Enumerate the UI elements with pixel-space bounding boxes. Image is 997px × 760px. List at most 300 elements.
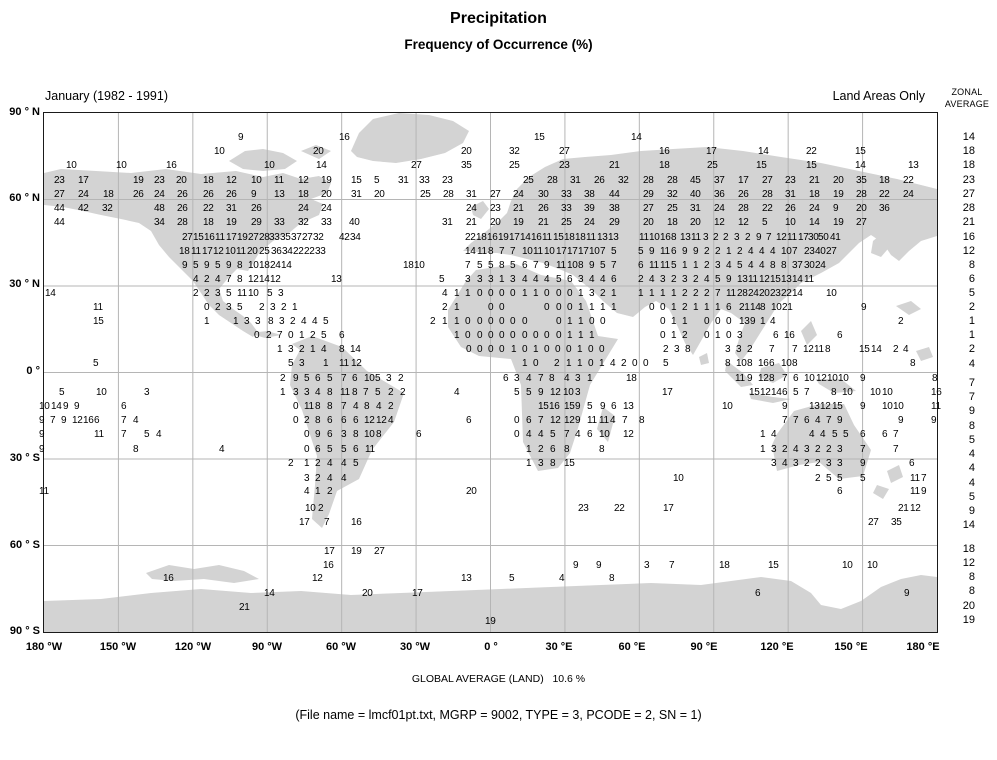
grid-value: 5 (514, 387, 520, 398)
grid-value: 0 (715, 316, 721, 327)
grid-value: 6 (416, 429, 422, 440)
grid-value: 22 (293, 246, 304, 257)
grid-value: 13 (809, 401, 820, 412)
grid-value: 26 (133, 189, 144, 200)
grid-value: 20 (690, 217, 701, 228)
grid-value: 12 (270, 274, 281, 285)
grid-value: 25 (420, 189, 431, 200)
grid-value: 28 (667, 175, 678, 186)
grid-value: 11 (477, 246, 487, 257)
grid-value: 5 (267, 288, 273, 299)
grid-value: 0 (649, 302, 655, 313)
landmass-new-zealand-south (873, 485, 889, 499)
grid-value: 4 (353, 401, 359, 412)
grid-value: 21 (739, 302, 750, 313)
grid-value: 14 (264, 588, 275, 599)
grid-value: 12 (312, 573, 323, 584)
grid-value: 3 (386, 373, 392, 384)
grid-value: 17 (798, 232, 809, 243)
grid-value: 9 (904, 588, 910, 599)
grid-value: 10 (842, 387, 853, 398)
grid-value: 7 (341, 373, 347, 384)
grid-value: 12 (550, 415, 561, 426)
grid-value: 2 (315, 458, 321, 469)
grid-value: 31 (690, 203, 701, 214)
grid-value: 4 (704, 274, 710, 285)
grid-value: 13 (461, 573, 472, 584)
grid-value: 18 (659, 160, 670, 171)
grid-value: 13 (608, 232, 619, 243)
grid-value: 11 (599, 415, 609, 426)
grid-value: 16 (784, 330, 795, 341)
grid-value: 4 (327, 473, 333, 484)
grid-value: 50 (818, 232, 829, 243)
grid-value: 10 (771, 302, 782, 313)
grid-value: 10 (785, 217, 796, 228)
grid-value: 12 (910, 503, 921, 514)
grid-value: 27 (248, 232, 259, 243)
grid-value: 2 (704, 246, 710, 257)
grid-value: 2 (266, 330, 272, 341)
grid-value: 34 (154, 217, 165, 228)
grid-value: 11 (556, 260, 566, 271)
grid-value: 5 (327, 373, 333, 384)
grid-value: 5 (737, 260, 743, 271)
grid-value: 1 (454, 302, 460, 313)
grid-value: 7 (510, 246, 516, 257)
lon-tick-label: 180 °W (25, 641, 63, 653)
grid-value: 11 (274, 175, 284, 186)
zonal-average-value: 5 (968, 491, 975, 503)
grid-value: 2 (304, 415, 310, 426)
grid-value: 40 (349, 217, 360, 228)
grid-value: 7 (324, 517, 330, 528)
grid-value: 16 (351, 517, 362, 528)
grid-value: 23 (785, 175, 796, 186)
lat-tick-label: 60 ° N (9, 192, 40, 204)
grid-value: 21 (466, 217, 477, 228)
grid-value: 27 (302, 232, 313, 243)
grid-value: 44 (54, 217, 65, 228)
grid-value: 28 (259, 232, 270, 243)
grid-value: 10 (96, 387, 107, 398)
grid-value: 8 (549, 373, 555, 384)
grid-value: 7 (804, 387, 810, 398)
grid-value: 3 (288, 344, 294, 355)
grid-value: 7 (893, 444, 899, 455)
grid-value: 21 (898, 503, 909, 514)
grid-value: 4 (759, 260, 765, 271)
grid-value: 8 (327, 387, 333, 398)
grid-value: 0 (522, 330, 528, 341)
grid-value: 0 (643, 358, 649, 369)
grid-value: 4 (388, 415, 394, 426)
grid-value: 15 (855, 146, 866, 157)
grid-value: 0 (588, 344, 594, 355)
grid-value: 3 (279, 316, 285, 327)
grid-value: 11 (587, 415, 597, 426)
grid-value: 10 (264, 160, 275, 171)
grid-value: 9 (649, 246, 655, 257)
grid-value: 31 (466, 189, 477, 200)
grid-value: 0 (544, 330, 550, 341)
grid-value: 3 (538, 458, 544, 469)
grid-value: 26 (785, 203, 796, 214)
grid-value: 9 (575, 415, 581, 426)
grid-value: 2 (388, 387, 394, 398)
grid-value: 0 (488, 344, 494, 355)
zonal-average-value: 20 (962, 600, 975, 612)
grid-value: 1 (526, 444, 532, 455)
grid-value: 2 (259, 302, 265, 313)
grid-value: 1 (587, 373, 593, 384)
grid-value: 19 (513, 217, 524, 228)
zonal-average-value: 18 (962, 145, 975, 157)
grid-value: 6 (909, 458, 915, 469)
zonal-average-value: 23 (962, 174, 975, 186)
grid-value: 11 (191, 246, 201, 257)
grid-value: 2 (747, 344, 753, 355)
grid-value: 7 (533, 260, 539, 271)
grid-value: 9 (575, 401, 581, 412)
grid-value: 1 (277, 344, 283, 355)
landmass-greenland (351, 113, 469, 163)
grid-value: 7 (893, 429, 899, 440)
grid-value: 1 (704, 302, 710, 313)
grid-value: 0 (510, 288, 516, 299)
grid-value: 34 (350, 232, 361, 243)
zonal-average-value: 21 (962, 216, 975, 228)
grid-value: 0 (704, 330, 710, 341)
grid-value: 19 (351, 546, 362, 557)
grid-value: 2 (682, 302, 688, 313)
grid-value: 35 (891, 517, 902, 528)
grid-value: 13 (737, 274, 748, 285)
grid-value: 20 (759, 288, 770, 299)
grid-value: 37 (714, 175, 725, 186)
grid-value: 1 (682, 316, 688, 327)
grid-value: 6 (671, 246, 677, 257)
grid-value: 17 (324, 546, 335, 557)
grid-value: 9 (861, 302, 867, 313)
grid-value: 4 (559, 573, 565, 584)
grid-value: 5 (860, 473, 866, 484)
grid-value: 21 (513, 203, 524, 214)
grid-value: 9 (682, 246, 688, 257)
grid-value: 10 (870, 387, 881, 398)
grid-value: 4 (193, 274, 199, 285)
grid-value: 3 (510, 274, 516, 285)
grid-value: 18 (809, 189, 820, 200)
grid-value: 20 (643, 217, 654, 228)
zonal-average-value: 7 (968, 377, 975, 389)
grid-value: 5 (327, 444, 333, 455)
grid-value: 10 (673, 473, 684, 484)
zonal-average-value: 2 (968, 301, 975, 313)
grid-value: 28 (856, 189, 867, 200)
grid-value: 15 (770, 274, 781, 285)
grid-value: 23 (490, 203, 501, 214)
grid-value: 6 (503, 373, 509, 384)
grid-value: 1 (682, 260, 688, 271)
grid-value: 28 (547, 175, 558, 186)
grid-value: 3 (771, 444, 777, 455)
grid-value: 10 (563, 387, 574, 398)
grid-value: 0 (522, 316, 528, 327)
grid-value: 11 (236, 246, 246, 257)
grid-value: 2 (388, 401, 394, 412)
grid-value: 9 (693, 246, 699, 257)
grid-value: 9 (921, 486, 927, 497)
grid-value: 9 (600, 401, 606, 412)
grid-value: 3 (725, 344, 731, 355)
grid-value: 30 (808, 232, 819, 243)
grid-value: 10 (736, 358, 747, 369)
grid-value: 6 (526, 415, 532, 426)
grid-value: 14 (259, 274, 270, 285)
grid-value: 20 (461, 146, 472, 157)
zonal-average-value: 4 (968, 462, 975, 474)
global-average-label: GLOBAL AVERAGE (LAND) 10.6 % (411, 673, 586, 685)
zonal-average-value: 12 (962, 245, 975, 257)
grid-value: 3 (826, 458, 832, 469)
grid-value: 26 (738, 189, 749, 200)
grid-value: 24 (809, 203, 820, 214)
grid-value: 9 (238, 132, 244, 143)
grid-value: 4 (809, 429, 815, 440)
zonal-average-value: 4 (968, 358, 975, 370)
grid-value: 9 (596, 560, 602, 571)
grid-value: 17 (202, 246, 213, 257)
zonal-average-value: 27 (962, 188, 975, 200)
grid-value: 0 (499, 302, 505, 313)
grid-value: 19 (226, 217, 237, 228)
grid-value: 8 (376, 429, 382, 440)
grid-value: 33 (315, 246, 326, 257)
grid-value: 27 (411, 160, 422, 171)
grid-value: 9 (315, 429, 321, 440)
grid-value: 15 (564, 458, 575, 469)
grid-value: 25 (707, 160, 718, 171)
grid-value: 5 (600, 260, 606, 271)
zonal-average-value: 7 (968, 391, 975, 403)
lon-tick-label: 120 °E (760, 641, 794, 653)
grid-value: 8 (327, 401, 333, 412)
zonal-average-value: 1 (968, 329, 975, 341)
grid-value: 14 (871, 344, 882, 355)
grid-value: 8 (609, 573, 615, 584)
grid-value: 0 (510, 330, 516, 341)
grid-value: 5 (843, 429, 849, 440)
grid-value: 6 (860, 429, 866, 440)
grid-value: 27 (54, 189, 65, 200)
grid-value: 15 (806, 160, 817, 171)
grid-value: 2 (737, 246, 743, 257)
grid-value: 0 (477, 344, 483, 355)
grid-value: 31 (442, 217, 453, 228)
grid-value: 0 (544, 288, 550, 299)
grid-value: 16 (166, 160, 177, 171)
grid-value: 5 (832, 429, 838, 440)
grid-value: 11 (660, 246, 670, 257)
grid-value: 0 (566, 344, 572, 355)
grid-value: 7 (782, 373, 788, 384)
grid-value: 2 (193, 288, 199, 299)
grid-value: 0 (465, 316, 471, 327)
grid-value: 25 (523, 175, 534, 186)
grid-value: 5 (837, 473, 843, 484)
grid-value: 1 (323, 358, 329, 369)
grid-value: 1 (567, 316, 573, 327)
grid-value: 15 (534, 132, 545, 143)
grid-value: 7 (715, 288, 721, 299)
grid-value: 9 (63, 401, 69, 412)
grid-value: 15 (832, 401, 843, 412)
grid-value: 0 (726, 330, 732, 341)
grid-value: 20 (176, 175, 187, 186)
grid-value: 27 (182, 232, 193, 243)
grid-value: 28 (443, 189, 454, 200)
grid-value: 8 (550, 458, 556, 469)
grid-value: 18 (476, 232, 487, 243)
grid-value: 5 (587, 401, 593, 412)
grid-value: 8 (831, 387, 837, 398)
grid-value: 10 (781, 246, 792, 257)
grid-value: 18 (103, 189, 114, 200)
grid-value: 1 (292, 302, 298, 313)
grid-value: 4 (815, 415, 821, 426)
grid-value: 1 (693, 302, 699, 313)
grid-value: 3 (270, 302, 276, 313)
grid-value: 1 (454, 330, 460, 341)
grid-value: 4 (610, 415, 616, 426)
world-map-panel (39, 112, 942, 633)
grid-value: 9 (750, 316, 756, 327)
grid-value: 32 (313, 232, 324, 243)
zonal-average-value: 16 (962, 231, 975, 243)
grid-value: 14 (45, 288, 56, 299)
grid-value: 8 (353, 429, 359, 440)
grid-value: 8 (932, 373, 938, 384)
grid-value: 8 (339, 344, 345, 355)
grid-value: 28 (177, 217, 188, 228)
grid-value: 15 (351, 175, 362, 186)
landmass-new-zealand-north (887, 465, 903, 483)
grid-value: 4 (649, 274, 655, 285)
grid-value: 11 (237, 288, 247, 299)
grid-value: 5 (375, 387, 381, 398)
grid-value: 9 (860, 401, 866, 412)
grid-value: 3 (837, 458, 843, 469)
grid-value: 19 (833, 217, 844, 228)
grid-value: 9 (726, 274, 732, 285)
grid-value: 8 (578, 260, 584, 271)
grid-value: 9 (61, 415, 67, 426)
grid-value: 1 (533, 344, 539, 355)
grid-value: 6 (882, 429, 888, 440)
grid-value: 11 (639, 232, 649, 243)
grid-value: 0 (254, 330, 260, 341)
grid-value: 11 (339, 358, 349, 369)
grid-value: 6 (339, 330, 345, 341)
grid-value: 31 (351, 189, 362, 200)
zonal-average-value: 8 (968, 571, 975, 583)
grid-value: 25 (667, 203, 678, 214)
grid-value: 1 (611, 288, 617, 299)
grid-value: 3 (215, 288, 221, 299)
grid-value: 16 (323, 560, 334, 571)
grid-value: 1 (315, 486, 321, 497)
grid-value: 17 (226, 232, 237, 243)
grid-value: 3 (278, 288, 284, 299)
grid-value: 10 (842, 560, 853, 571)
grid-value: 24 (903, 189, 914, 200)
grid-value: 17 (738, 175, 749, 186)
grid-value: 17 (509, 232, 520, 243)
lon-tick-label: 150 °W (99, 641, 137, 653)
grid-value: 18 (203, 175, 214, 186)
grid-value: 10 (544, 246, 555, 257)
grid-value: 5 (288, 358, 294, 369)
grid-value: 16 (549, 401, 560, 412)
grid-value: 24 (815, 260, 826, 271)
grid-value: 11 (340, 387, 350, 398)
grid-value: 12 (760, 387, 771, 398)
grid-value: 12 (758, 373, 769, 384)
grid-value: 17 (78, 175, 89, 186)
grid-value: 3 (703, 232, 709, 243)
grid-value: 8 (315, 401, 321, 412)
grid-value: 0 (556, 330, 562, 341)
grid-value: 1 (454, 288, 460, 299)
grid-value: 11 (94, 429, 104, 440)
grid-value: 1 (204, 316, 210, 327)
grid-value: 4 (321, 344, 327, 355)
grid-value: 0 (600, 316, 606, 327)
grid-value: 2 (204, 288, 210, 299)
grid-value: 4 (442, 288, 448, 299)
grid-value: 42 (78, 203, 89, 214)
grid-value: 1 (671, 330, 677, 341)
grid-value: 8 (564, 444, 570, 455)
zonal-average-value: 5 (968, 434, 975, 446)
grid-value: 6 (587, 429, 593, 440)
grid-value: 1 (566, 358, 572, 369)
grid-value: 4 (156, 429, 162, 440)
grid-value: 25 (561, 217, 572, 228)
grid-value: 2 (315, 473, 321, 484)
grid-value: 13 (623, 401, 634, 412)
grid-value: 16 (204, 232, 215, 243)
grid-value: 8 (268, 316, 274, 327)
grid-value: 3 (771, 458, 777, 469)
grid-value: 14 (758, 146, 769, 157)
grid-value: 7 (600, 246, 606, 257)
zonal-average-value: 9 (968, 405, 975, 417)
lon-tick-label: 180 °E (906, 641, 940, 653)
grid-value: 0 (499, 344, 505, 355)
grid-value: 31 (785, 189, 796, 200)
grid-value: 4 (589, 274, 595, 285)
grid-value: 4 (341, 458, 347, 469)
grid-value: 4 (564, 373, 570, 384)
grid-value: 1 (499, 274, 505, 285)
grid-value: 3 (477, 274, 483, 285)
grid-value: 4 (312, 316, 318, 327)
grid-value: 29 (251, 217, 262, 228)
grid-value: 2 (663, 344, 669, 355)
grid-value: 3 (660, 274, 666, 285)
